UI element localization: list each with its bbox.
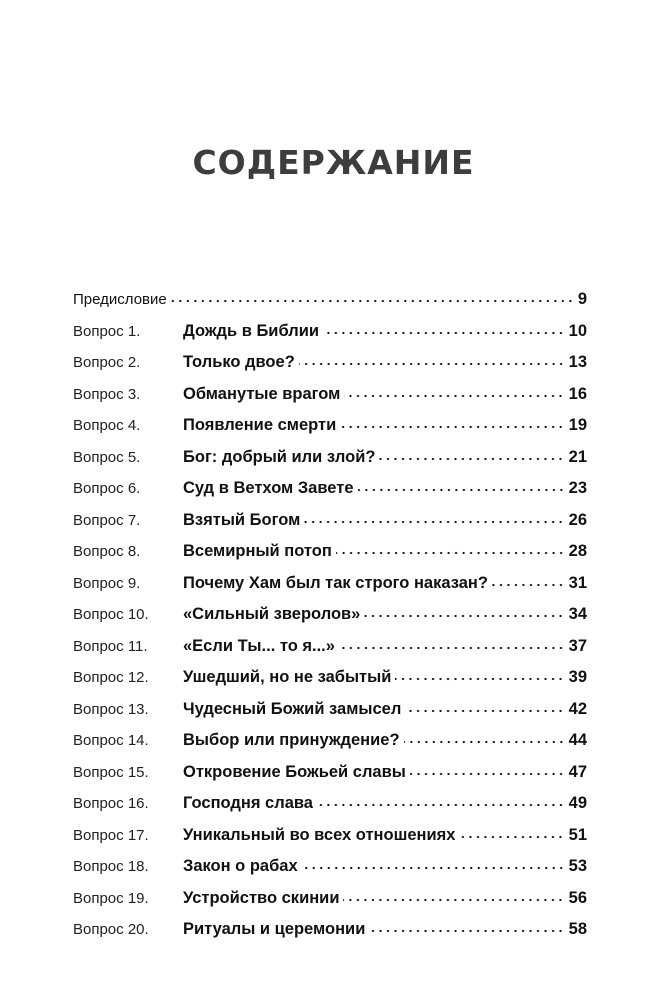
page-number: 26 xyxy=(568,510,587,529)
toc-entry xyxy=(73,631,587,663)
entry-title: Ритуалы и церемонии xyxy=(183,920,366,938)
toc-entry xyxy=(73,536,587,568)
page-number: 44 xyxy=(568,731,587,749)
question-label: Вопрос 17. xyxy=(73,826,149,844)
page-number: 28 xyxy=(568,542,587,560)
entry-title: Почему Хам был так строго наказан? xyxy=(183,573,488,592)
entry-title: Уникальный во всех отношениях xyxy=(183,825,456,844)
toc-entry xyxy=(73,694,587,726)
page-number: 37 xyxy=(568,636,587,655)
dot-leader xyxy=(299,362,565,366)
page-number: 39 xyxy=(568,668,587,686)
entry-title: Появление смерти xyxy=(183,416,337,434)
question-label: Вопрос 4. xyxy=(73,417,141,434)
entry-title: «Если Ты... то я...» xyxy=(183,636,335,655)
page-number: 9 xyxy=(577,290,587,308)
entry-title: «Сильный зверолов» xyxy=(183,605,361,623)
dot-leader xyxy=(358,488,565,492)
page-number: 23 xyxy=(568,479,587,497)
question-label: Вопрос 10. xyxy=(73,606,149,623)
question-label: Вопрос 16. xyxy=(73,795,149,812)
dot-leader xyxy=(317,803,565,807)
entry-title: Ушедший, но не забытый xyxy=(183,668,392,686)
toc-entry xyxy=(73,851,587,883)
toc-entry xyxy=(73,883,587,915)
dot-leader xyxy=(459,835,564,839)
page-number: 49 xyxy=(568,794,587,812)
dot-leader xyxy=(404,740,565,744)
preface-title: Предисловие xyxy=(73,291,167,308)
entry-title: Дождь в Библии xyxy=(183,321,319,340)
toc-entry xyxy=(73,914,587,946)
page-number: 31 xyxy=(568,573,587,592)
toc-entry xyxy=(73,725,587,757)
question-label: Вопрос 9. xyxy=(73,574,141,592)
question-label: Вопрос 18. xyxy=(73,858,149,875)
dot-leader xyxy=(302,866,565,870)
dot-leader xyxy=(304,520,564,524)
question-label: Вопрос 14. xyxy=(73,732,149,749)
question-label: Вопрос 6. xyxy=(73,480,141,497)
page-number: 51 xyxy=(568,825,587,844)
page-number: 34 xyxy=(568,605,587,623)
question-label: Вопрос 1. xyxy=(73,322,141,340)
question-label: Вопрос 2. xyxy=(73,354,141,371)
toc-entry xyxy=(73,379,587,411)
question-label: Вопрос 8. xyxy=(73,543,141,560)
toc-entry xyxy=(73,473,587,505)
entry-title: Обманутые врагом xyxy=(183,384,341,403)
dot-leader xyxy=(343,898,564,902)
page-title: СОДЕРЖАНИЕ xyxy=(192,143,475,182)
question-label: Вопрос 7. xyxy=(73,511,141,529)
page-number: 19 xyxy=(568,416,587,434)
toc-entry xyxy=(73,347,587,379)
dot-leader xyxy=(339,646,565,650)
dot-leader xyxy=(369,929,564,933)
page-number: 13 xyxy=(568,353,587,371)
dot-leader xyxy=(336,551,565,555)
toc-entry-preface xyxy=(73,284,587,316)
entry-title: Господня слава xyxy=(183,794,313,812)
entry-title: Всемирный потоп xyxy=(183,542,332,560)
toc-entry xyxy=(73,568,587,600)
dot-leader xyxy=(323,331,565,335)
toc-entry xyxy=(73,820,587,852)
question-label: Вопрос 19. xyxy=(73,889,149,907)
dot-leader xyxy=(364,614,564,618)
entry-title: Взятый Богом xyxy=(183,510,301,529)
toc-entry xyxy=(73,316,587,348)
table-of-contents xyxy=(73,284,587,946)
dot-leader xyxy=(379,457,564,461)
dot-leader xyxy=(492,583,565,587)
toc-entry xyxy=(73,788,587,820)
page-number: 47 xyxy=(568,762,587,781)
dot-leader xyxy=(171,299,574,303)
entry-title: Выбор или принуждение? xyxy=(183,731,400,749)
dot-leader xyxy=(405,709,564,713)
entry-title: Только двое? xyxy=(183,353,295,371)
entry-title: Суд в Ветхом Завете xyxy=(183,479,354,497)
dot-leader xyxy=(395,677,564,681)
toc-entry xyxy=(73,442,587,474)
question-label: Вопрос 20. xyxy=(73,921,149,938)
question-label: Вопрос 11. xyxy=(73,637,148,655)
question-label: Вопрос 3. xyxy=(73,385,141,403)
toc-entry xyxy=(73,757,587,789)
page-number: 53 xyxy=(568,857,587,875)
toc-entry xyxy=(73,662,587,694)
page-number: 58 xyxy=(568,920,587,938)
entry-title: Откровение Божьей славы xyxy=(183,762,406,781)
entry-title: Закон о рабах xyxy=(183,857,298,875)
question-label: Вопрос 12. xyxy=(73,669,149,686)
toc-entry xyxy=(73,599,587,631)
toc-entry xyxy=(73,410,587,442)
toc-entry xyxy=(73,505,587,537)
page-number: 42 xyxy=(568,699,587,718)
page-number: 21 xyxy=(568,447,587,466)
page-number: 56 xyxy=(568,888,587,907)
page-number: 10 xyxy=(568,321,587,340)
question-label: Вопрос 13. xyxy=(73,700,149,718)
dot-leader xyxy=(344,394,564,398)
entry-title: Бог: добрый или злой? xyxy=(183,447,376,466)
dot-leader xyxy=(410,772,565,776)
question-label: Вопрос 15. xyxy=(73,763,149,781)
page-number: 16 xyxy=(568,384,587,403)
entry-title: Устройство скинии xyxy=(183,888,340,907)
dot-leader xyxy=(340,425,564,429)
entry-title: Чудесный Божий замысел xyxy=(183,699,402,718)
question-label: Вопрос 5. xyxy=(73,448,141,466)
